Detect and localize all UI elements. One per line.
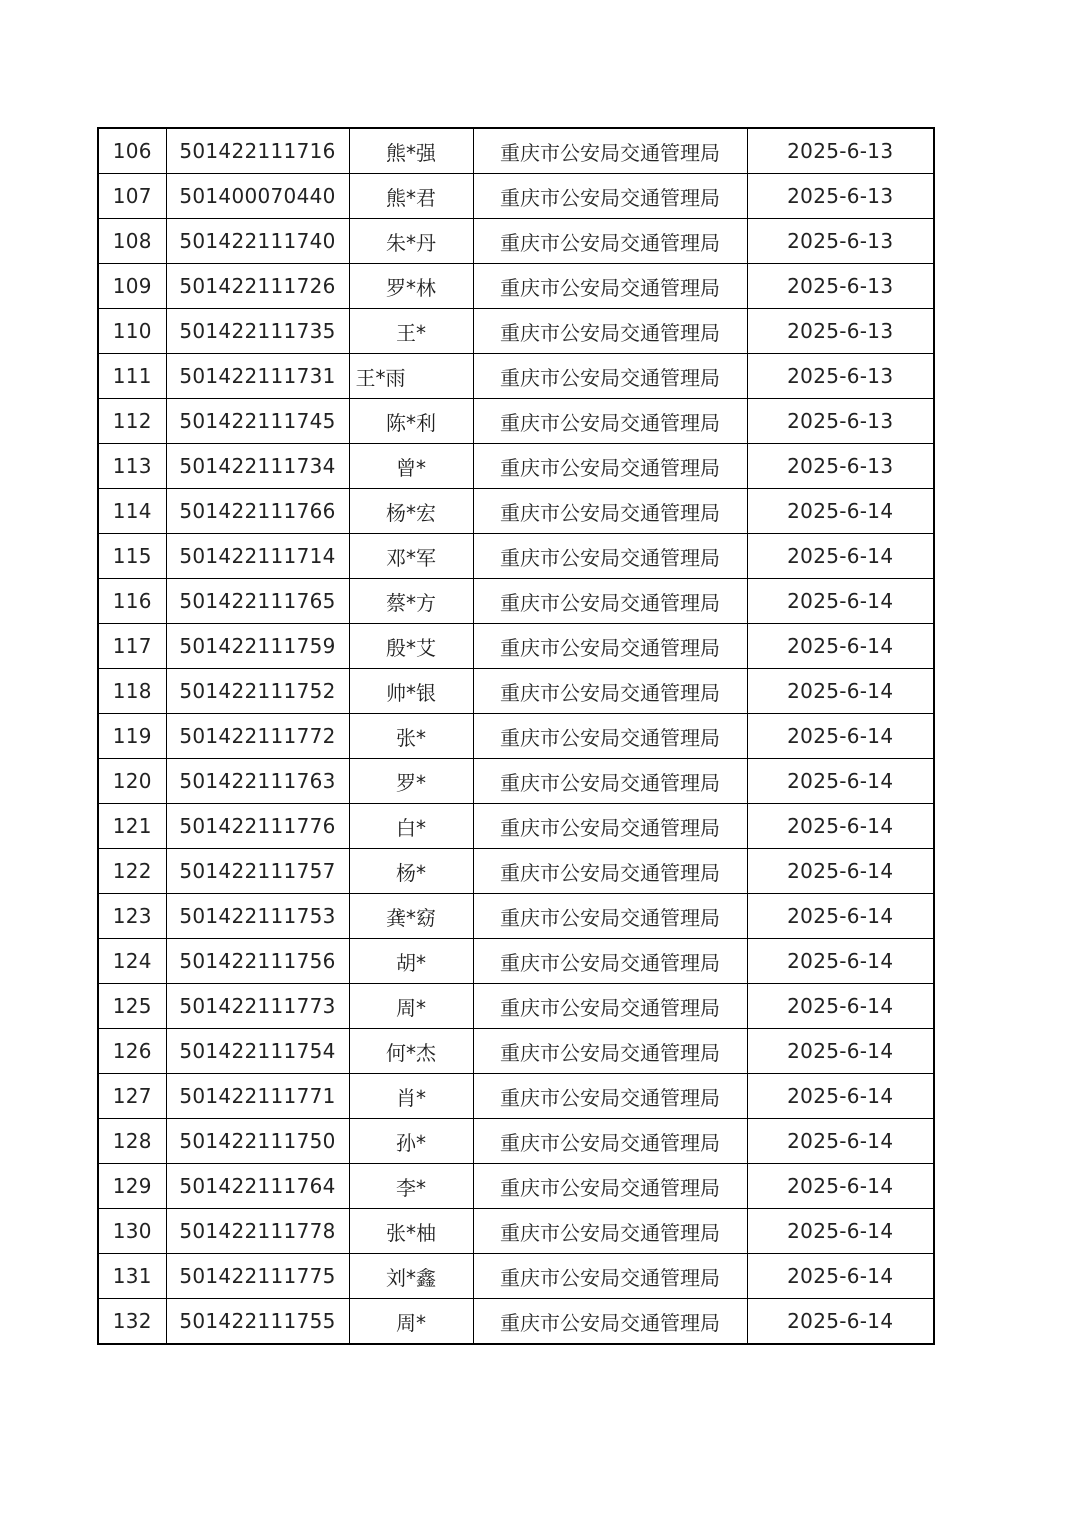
table-row: [98, 219, 934, 264]
person-name-cell: 帅*银: [349, 669, 473, 714]
record-number-cell: 501422111766: [166, 489, 349, 534]
serial-number-cell: 115: [98, 534, 166, 579]
serial-number-cell: 121: [98, 804, 166, 849]
person-name-cell: 龚*窈: [349, 894, 473, 939]
person-name-cell: 张*柚: [349, 1209, 473, 1254]
authority-cell: 重庆市公安局交通管理局: [473, 1164, 747, 1209]
person-name-cell: 罗*: [349, 759, 473, 804]
serial-number-cell: 114: [98, 489, 166, 534]
records-body: [98, 128, 934, 1344]
authority-cell: 重庆市公安局交通管理局: [473, 624, 747, 669]
person-name-cell: 白*: [349, 804, 473, 849]
person-name-cell: 李*: [349, 1164, 473, 1209]
serial-number-cell: 107: [98, 174, 166, 219]
record-number-cell: 501422111778: [166, 1209, 349, 1254]
person-name-cell: 周*: [349, 984, 473, 1029]
date-cell: 2025-6-14: [747, 759, 934, 804]
table-row: [98, 128, 934, 174]
person-name-cell: 殷*艾: [349, 624, 473, 669]
person-name-cell: 邓*军: [349, 534, 473, 579]
authority-cell: 重庆市公安局交通管理局: [473, 354, 747, 399]
person-name-cell: 王*: [349, 309, 473, 354]
serial-number-cell: 118: [98, 669, 166, 714]
authority-cell: 重庆市公安局交通管理局: [473, 444, 747, 489]
date-cell: 2025-6-13: [747, 444, 934, 489]
person-name-cell: 肖*: [349, 1074, 473, 1119]
serial-number-cell: 126: [98, 1029, 166, 1074]
record-number-cell: 501422111753: [166, 894, 349, 939]
serial-number-cell: 130: [98, 1209, 166, 1254]
serial-number-cell: 108: [98, 219, 166, 264]
authority-cell: 重庆市公安局交通管理局: [473, 669, 747, 714]
record-number-cell: 501422111755: [166, 1299, 349, 1345]
serial-number-cell: 120: [98, 759, 166, 804]
record-number-cell: 501422111734: [166, 444, 349, 489]
serial-number-cell: 119: [98, 714, 166, 759]
table-row: [98, 489, 934, 534]
record-number-cell: 501422111716: [166, 128, 349, 174]
date-cell: 2025-6-14: [747, 1164, 934, 1209]
record-number-cell: 501422111731: [166, 354, 349, 399]
person-name-cell: 陈*利: [349, 399, 473, 444]
table-row: [98, 714, 934, 759]
serial-number-cell: 112: [98, 399, 166, 444]
table-row: [98, 804, 934, 849]
table-row: [98, 1029, 934, 1074]
record-number-cell: 501422111752: [166, 669, 349, 714]
record-number-cell: 501422111740: [166, 219, 349, 264]
date-cell: 2025-6-14: [747, 489, 934, 534]
person-name-cell: 杨*宏: [349, 489, 473, 534]
records-table: [97, 127, 935, 1345]
table-row: [98, 984, 934, 1029]
table-row: [98, 624, 934, 669]
authority-cell: 重庆市公安局交通管理局: [473, 489, 747, 534]
record-number-cell: 501422111765: [166, 579, 349, 624]
table-row: [98, 1119, 934, 1164]
table-row: [98, 1074, 934, 1119]
record-number-cell: 501422111757: [166, 849, 349, 894]
serial-number-cell: 124: [98, 939, 166, 984]
date-cell: 2025-6-14: [747, 669, 934, 714]
authority-cell: 重庆市公安局交通管理局: [473, 1119, 747, 1164]
person-name-cell: 蔡*方: [349, 579, 473, 624]
record-number-cell: 501422111735: [166, 309, 349, 354]
authority-cell: 重庆市公安局交通管理局: [473, 309, 747, 354]
authority-cell: 重庆市公安局交通管理局: [473, 1299, 747, 1345]
date-cell: 2025-6-13: [747, 399, 934, 444]
date-cell: 2025-6-13: [747, 128, 934, 174]
serial-number-cell: 122: [98, 849, 166, 894]
table-row: [98, 264, 934, 309]
serial-number-cell: 109: [98, 264, 166, 309]
table-row: [98, 1164, 934, 1209]
table-row: [98, 174, 934, 219]
record-number-cell: 501422111759: [166, 624, 349, 669]
authority-cell: 重庆市公安局交通管理局: [473, 579, 747, 624]
date-cell: 2025-6-14: [747, 624, 934, 669]
record-number-cell: 501422111714: [166, 534, 349, 579]
date-cell: 2025-6-14: [747, 579, 934, 624]
table-row: [98, 309, 934, 354]
authority-cell: 重庆市公安局交通管理局: [473, 1209, 747, 1254]
authority-cell: 重庆市公安局交通管理局: [473, 759, 747, 804]
record-number-cell: 501422111764: [166, 1164, 349, 1209]
person-name-cell: 胡*: [349, 939, 473, 984]
authority-cell: 重庆市公安局交通管理局: [473, 939, 747, 984]
record-number-cell: 501422111750: [166, 1119, 349, 1164]
person-name-cell: 曾*: [349, 444, 473, 489]
serial-number-cell: 132: [98, 1299, 166, 1345]
date-cell: 2025-6-14: [747, 894, 934, 939]
authority-cell: 重庆市公安局交通管理局: [473, 264, 747, 309]
table-row: [98, 399, 934, 444]
serial-number-cell: 113: [98, 444, 166, 489]
date-cell: 2025-6-14: [747, 849, 934, 894]
person-name-cell: 朱*丹: [349, 219, 473, 264]
person-name-cell: 罗*林: [349, 264, 473, 309]
table-row: [98, 534, 934, 579]
serial-number-cell: 110: [98, 309, 166, 354]
person-name-cell: 孙*: [349, 1119, 473, 1164]
serial-number-cell: 127: [98, 1074, 166, 1119]
table-row: [98, 1254, 934, 1299]
date-cell: 2025-6-14: [747, 1209, 934, 1254]
table-row: [98, 894, 934, 939]
table-row: [98, 354, 934, 399]
date-cell: 2025-6-14: [747, 1119, 934, 1164]
person-name-cell: 周*: [349, 1299, 473, 1345]
record-number-cell: 501422111775: [166, 1254, 349, 1299]
authority-cell: 重庆市公安局交通管理局: [473, 1254, 747, 1299]
record-number-cell: 501422111776: [166, 804, 349, 849]
serial-number-cell: 123: [98, 894, 166, 939]
record-number-cell: 501422111772: [166, 714, 349, 759]
date-cell: 2025-6-13: [747, 354, 934, 399]
authority-cell: 重庆市公安局交通管理局: [473, 219, 747, 264]
person-name-cell: 王*雨: [349, 354, 473, 399]
table-row: [98, 939, 934, 984]
person-name-cell: 熊*君: [349, 174, 473, 219]
authority-cell: 重庆市公安局交通管理局: [473, 174, 747, 219]
record-number-cell: 501422111754: [166, 1029, 349, 1074]
table-row: [98, 1299, 934, 1345]
record-number-cell: 501422111763: [166, 759, 349, 804]
authority-cell: 重庆市公安局交通管理局: [473, 128, 747, 174]
authority-cell: 重庆市公安局交通管理局: [473, 984, 747, 1029]
date-cell: 2025-6-13: [747, 309, 934, 354]
person-name-cell: 杨*: [349, 849, 473, 894]
authority-cell: 重庆市公安局交通管理局: [473, 1029, 747, 1074]
table-row: [98, 1209, 934, 1254]
date-cell: 2025-6-14: [747, 714, 934, 759]
table-row: [98, 579, 934, 624]
serial-number-cell: 129: [98, 1164, 166, 1209]
serial-number-cell: 128: [98, 1119, 166, 1164]
serial-number-cell: 106: [98, 128, 166, 174]
person-name-cell: 刘*鑫: [349, 1254, 473, 1299]
date-cell: 2025-6-13: [747, 174, 934, 219]
date-cell: 2025-6-14: [747, 534, 934, 579]
table-row: [98, 669, 934, 714]
record-number-cell: 501422111726: [166, 264, 349, 309]
serial-number-cell: 131: [98, 1254, 166, 1299]
date-cell: 2025-6-14: [747, 939, 934, 984]
person-name-cell: 何*杰: [349, 1029, 473, 1074]
authority-cell: 重庆市公安局交通管理局: [473, 804, 747, 849]
table-row: [98, 849, 934, 894]
authority-cell: 重庆市公安局交通管理局: [473, 714, 747, 759]
record-number-cell: 501422111773: [166, 984, 349, 1029]
date-cell: 2025-6-13: [747, 219, 934, 264]
record-number-cell: 501422111771: [166, 1074, 349, 1119]
authority-cell: 重庆市公安局交通管理局: [473, 894, 747, 939]
authority-cell: 重庆市公安局交通管理局: [473, 399, 747, 444]
date-cell: 2025-6-14: [747, 1254, 934, 1299]
record-number-cell: 501422111745: [166, 399, 349, 444]
record-number-cell: 501422111756: [166, 939, 349, 984]
date-cell: 2025-6-14: [747, 804, 934, 849]
date-cell: 2025-6-14: [747, 1299, 934, 1345]
serial-number-cell: 125: [98, 984, 166, 1029]
authority-cell: 重庆市公安局交通管理局: [473, 849, 747, 894]
record-number-cell: 501400070440: [166, 174, 349, 219]
serial-number-cell: 111: [98, 354, 166, 399]
date-cell: 2025-6-14: [747, 984, 934, 1029]
table-row: [98, 759, 934, 804]
authority-cell: 重庆市公安局交通管理局: [473, 1074, 747, 1119]
date-cell: 2025-6-14: [747, 1029, 934, 1074]
table-row: [98, 444, 934, 489]
person-name-cell: 张*: [349, 714, 473, 759]
date-cell: 2025-6-14: [747, 1074, 934, 1119]
date-cell: 2025-6-13: [747, 264, 934, 309]
serial-number-cell: 117: [98, 624, 166, 669]
authority-cell: 重庆市公安局交通管理局: [473, 534, 747, 579]
serial-number-cell: 116: [98, 579, 166, 624]
person-name-cell: 熊*强: [349, 128, 473, 174]
